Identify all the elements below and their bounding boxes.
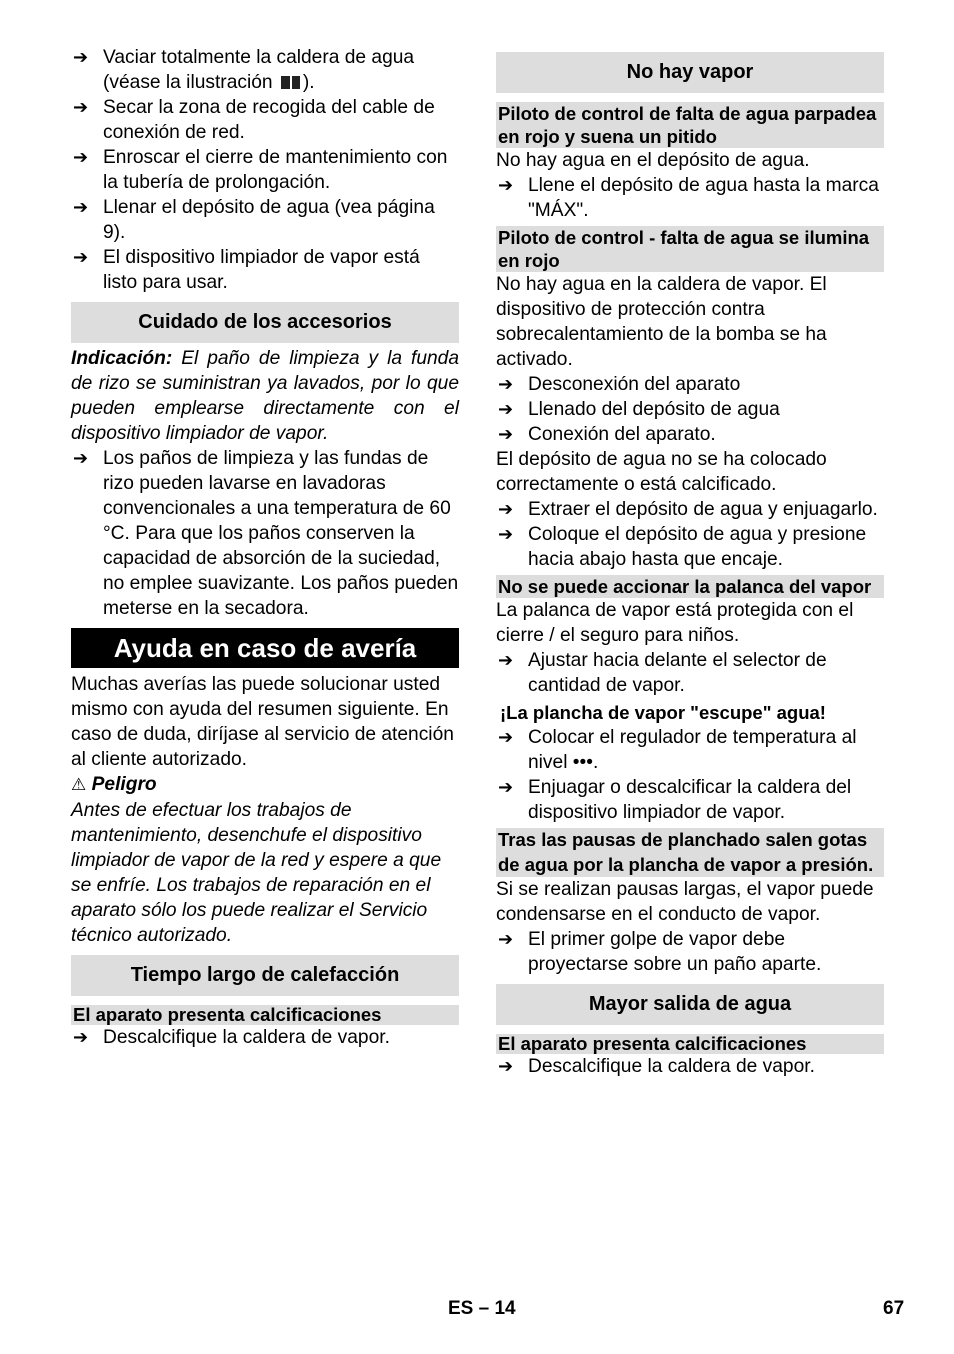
- water-subheading: El aparato presenta calcificaciones: [496, 1034, 884, 1054]
- list-item: ➔ Los paños de limpieza y las fundas de rizo pueden lavarse en lavadoras convencionales a una temperatura de 60 °C. Para que los paños conserven la capacidad de absorción de la suciedad, no emplee suavizante. Los paños pueden meterse en la secadora.: [71, 446, 459, 621]
- tank-text: El depósito de agua no se ha colocado correctamente o está calcificado.: [496, 449, 827, 495]
- list-item: ➔ Extraer el depósito de agua y enjuagarlo.: [496, 497, 884, 522]
- footer-section: ES – 14: [448, 1298, 516, 1319]
- list-item: ➔ Llene el depósito de agua hasta la marca "MÁX".: [496, 173, 884, 223]
- left-column: [71, 45, 459, 1050]
- danger-label: Peligro: [91, 774, 157, 795]
- page-number: 67: [883, 1298, 905, 1319]
- list-item: ➔ Enjuagar o descalcificar la caldera del dispositivo limpiador de vapor.: [496, 775, 884, 825]
- trouble-intro: Muchas averías las puede solucionar usted mismo con ayuda del resumen siguiente. En caso de duda, diríjase al servicio de atención al cliente autorizado.: [71, 674, 454, 770]
- list-item: ➔ El dispositivo limpiador de vapor está listo para usar.: [71, 245, 459, 295]
- list-item: ➔ El primer golpe de vapor debe proyectarse sobre un paño aparte.: [496, 927, 884, 977]
- pilot2-text: No hay agua en la caldera de vapor. El dispositivo de protección contra sobrecalentamiento de la bomba se ha activado.: [496, 274, 827, 370]
- trouble-heading: Ayuda en caso de avería: [71, 628, 459, 668]
- pause-text: Si se realizan pausas largas, el vapor puede condensarse en el conducto de vapor.: [496, 879, 874, 925]
- list-item: ➔ Coloque el depósito de agua y presione hacia abajo hasta que encaje.: [496, 522, 884, 572]
- warning-icon: ⚠: [71, 775, 87, 795]
- heat-heading: Tiempo largo de calefacción: [71, 955, 459, 996]
- list-item: ➔ Desconexión del aparato: [496, 372, 884, 397]
- list-item: ➔ Descalcifique la caldera de vapor.: [71, 1025, 459, 1050]
- lever-text: La palanca de vapor está protegida con el cierre / el seguro para niños.: [496, 600, 854, 646]
- list-item: ➔ Enroscar el cierre de mantenimiento con la tubería de prolongación.: [71, 145, 459, 195]
- danger-text: Antes de efectuar los trabajos de mantenimiento, desenchufe el dispositivo limpiador de vapor de la red y espere a que se enfríe. Los trabajos de reparación en el aparato sólo los puede realizar el Servicio técnico autorizado.: [71, 800, 442, 946]
- pilot1-subheading: Piloto de control de falta de agua parpadea en rojo y suena un pitido: [496, 102, 884, 148]
- note-text: El paño de limpieza y la funda de rizo se suministran ya lavados, por lo que pueden emplearse directamente con el dispositivo limpiador de vapor.: [71, 348, 459, 444]
- list-item: [71, 45, 459, 95]
- step-suffix: ).: [302, 72, 315, 93]
- heat-subheading: El aparato presenta calcificaciones: [71, 1005, 459, 1025]
- list-item: ➔ Llenar el depósito de agua (vea página 9).: [71, 195, 459, 245]
- list-item: ➔ Descalcifique la caldera de vapor.: [496, 1054, 884, 1079]
- pilot2-subheading: Piloto de control - falta de agua se ilumina en rojo: [496, 226, 884, 272]
- note: [71, 346, 459, 446]
- spit-subheading: ¡La plancha de vapor "escupe" agua!: [500, 702, 826, 723]
- list-item: ➔ Secar la zona de recogida del cable de conexión de red.: [71, 95, 459, 145]
- step-text: Vaciar totalmente la caldera de agua (véase la ilustración: [103, 47, 415, 93]
- illustration-icon: [281, 76, 300, 89]
- list-item: ➔ Llenado del depósito de agua: [496, 397, 884, 422]
- right-column: [496, 45, 884, 1079]
- danger-label-row: [71, 772, 459, 798]
- list-item: ➔ Colocar el regulador de temperatura al nivel •••.: [496, 725, 884, 775]
- novapor-heading: No hay vapor: [496, 52, 884, 93]
- pause-subheading: Tras las pausas de planchado salen gotas de agua por la plancha de vapor a presión.: [496, 828, 884, 877]
- list-item: ➔ Conexión del aparato.: [496, 422, 884, 447]
- note-label: Indicación:: [71, 348, 173, 369]
- list-item: ➔ Ajustar hacia delante el selector de cantidad de vapor.: [496, 648, 884, 698]
- pilot1-text: No hay agua en el depósito de agua.: [496, 150, 810, 171]
- lever-subheading: No se puede accionar la palanca del vapor: [496, 575, 884, 598]
- care-heading: Cuidado de los accesorios: [71, 302, 459, 343]
- water-heading: Mayor salida de agua: [496, 984, 884, 1025]
